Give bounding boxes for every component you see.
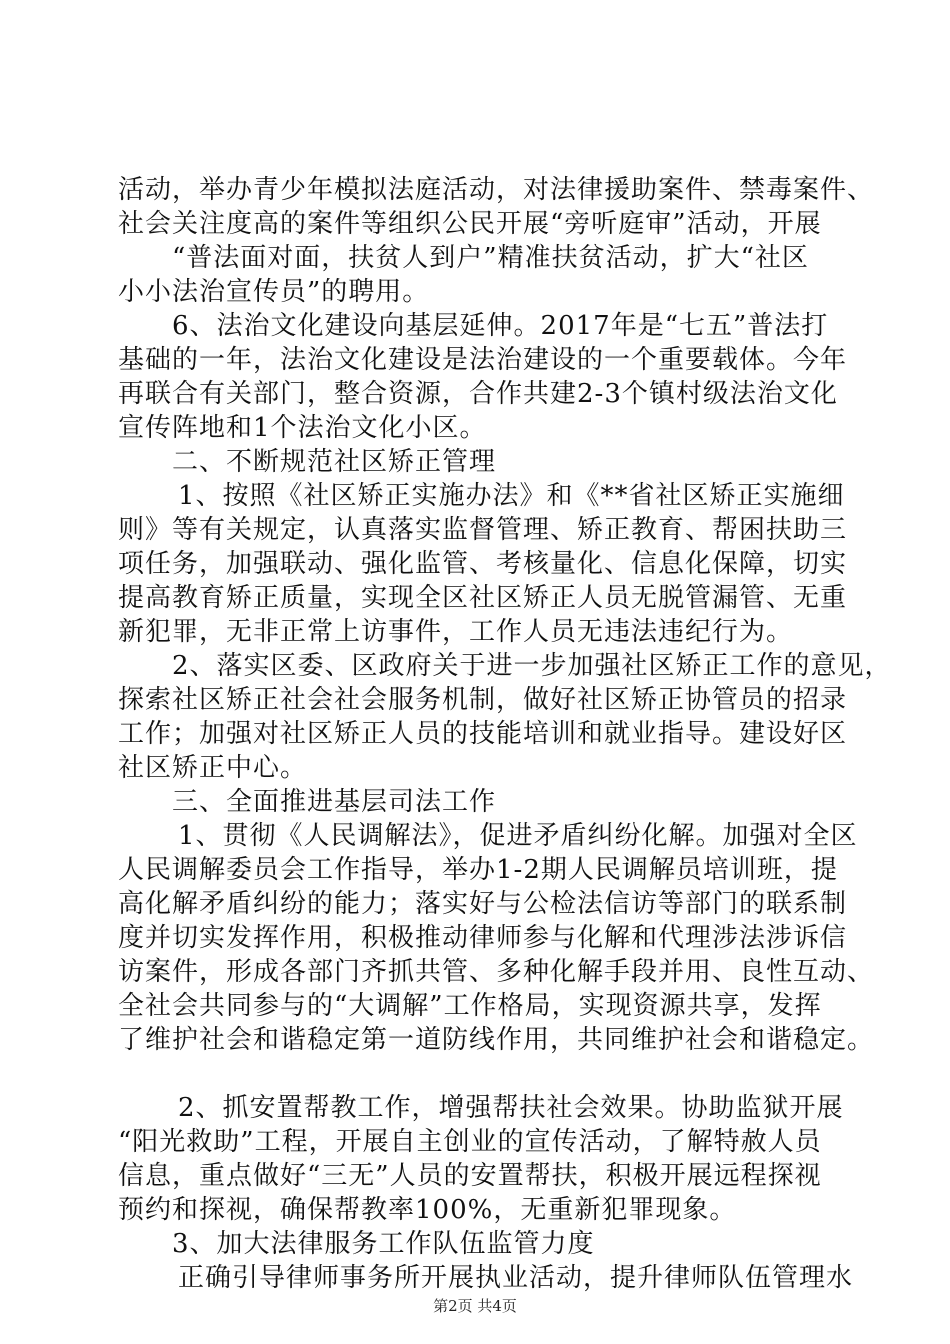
text-line: “普法面对面，扶贫人到户”精准扶贫活动，扩大“社区 bbox=[172, 243, 809, 273]
page-number-footer: 第2页 共4页 bbox=[433, 1297, 517, 1315]
text-line: 新犯罪，无非正常上访事件，工作人员无违法违纪行为。 bbox=[118, 617, 794, 647]
text-line: 再联合有关部门，整合资源，合作共建2-3个镇村级法治文化 bbox=[118, 379, 838, 409]
text-line: 了维护社会和谐稳定第一道防线作用，共同维护社会和谐稳定。 bbox=[118, 1025, 875, 1055]
text-line: 社区矫正中心。 bbox=[118, 753, 308, 783]
text-line: 2、抓安置帮教工作，增强帮扶社会效果。协助监狱开展 bbox=[178, 1093, 844, 1123]
text-line: 人民调解委员会工作指导，举办1-2期人民调解员培训班，提 bbox=[118, 855, 838, 885]
section-heading: 三、全面推进基层司法工作 bbox=[172, 787, 497, 817]
section-heading: 二、不断规范社区矫正管理 bbox=[172, 447, 497, 477]
text-line: 6、法治文化建设向基层延伸。2017年是“七五”普法打 bbox=[172, 311, 829, 341]
text-line: 工作；加强对社区矫正人员的技能培训和就业指导。建设好区 bbox=[118, 719, 848, 749]
text-line: 小小法治宣传员”的聘用。 bbox=[118, 277, 430, 307]
text-line: 1、贯彻《人民调解法》，促进矛盾纠纷化解。加强对全区 bbox=[178, 821, 858, 851]
text-line: 基础的一年，法治文化建设是法治建设的一个重要载体。今年 bbox=[118, 345, 848, 375]
text-line: 宣传阵地和1个法治文化小区。 bbox=[118, 413, 487, 443]
text-line: 正确引导律师事务所开展执业活动，提升律师队伍管理水 bbox=[178, 1263, 854, 1293]
text-line: 项任务，加强联动、强化监管、考核量化、信息化保障，切实 bbox=[118, 549, 848, 579]
text-line: 信息，重点做好“三无”人员的安置帮扶，积极开展远程探视 bbox=[118, 1161, 822, 1191]
text-line: 社会关注度高的案件等组织公民开展“旁听庭审”活动，开展 bbox=[118, 209, 822, 239]
text-line: 全社会共同参与的“大调解”工作格局，实现资源共享，发挥 bbox=[118, 991, 822, 1021]
text-line: 1、按照《社区矫正实施办法》和《**省社区矫正实施细 bbox=[178, 481, 845, 511]
text-line: 则》等有关规定，认真落实监督管理、矫正教育、帮困扶助三 bbox=[118, 515, 848, 545]
text-line: 探索社区矫正社会社会服务机制，做好社区矫正协管员的招录 bbox=[118, 685, 848, 715]
text-line: 高化解矛盾纠纷的能力；落实好与公检法信访等部门的联系制 bbox=[118, 889, 848, 919]
text-line: 度并切实发挥作用，积极推动律师参与化解和代理涉法涉诉信 bbox=[118, 923, 848, 953]
text-line: “阳光救助”工程，开展自主创业的宣传活动，了解特赦人员 bbox=[118, 1127, 822, 1157]
text-line: 预约和探视，确保帮教率100%，无重新犯罪现象。 bbox=[118, 1195, 737, 1225]
text-line: 提高教育矫正质量，实现全区社区矫正人员无脱管漏管、无重 bbox=[118, 583, 848, 613]
text-line: 活动，举办青少年模拟法庭活动，对法律援助案件、禁毒案件、 bbox=[118, 175, 875, 205]
text-line: 2、落实区委、区政府关于进一步加强社区矫正工作的意见， bbox=[172, 651, 892, 681]
text-line: 访案件，形成各部门齐抓共管、多种化解手段并用、良性互动、 bbox=[118, 957, 875, 987]
section-heading: 3、加大法律服务工作队伍监管力度 bbox=[172, 1229, 595, 1259]
